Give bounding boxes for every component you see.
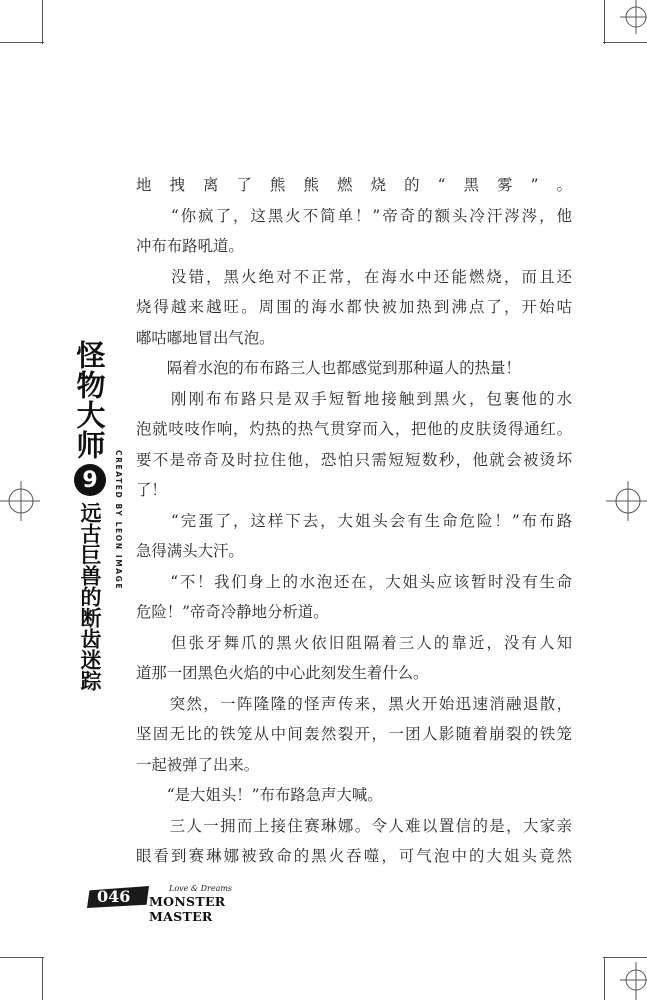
text-line: 嘟咕嘟地冒出气泡。 [136, 328, 275, 347]
book-subtitle: 远古巨兽的断齿迷踪 [78, 502, 102, 691]
text-line: 泡就吱吱作响，灼热的热气贯穿而入，把他的皮肤烫得通红。 [136, 420, 572, 438]
text-line: 地拽离了熊熊燃烧的“黑雾”。 [136, 176, 572, 194]
registration-mark-bottom-right [610, 962, 647, 1000]
registration-mark-left [0, 476, 40, 526]
series-title [68, 340, 112, 691]
crop-mark-top-left-h [0, 42, 44, 43]
text-line: 急得满头大汗。 [136, 542, 244, 560]
text-line: 三人一拥而上接住赛琳娜。令人难以置信的是，大家亲 [136, 816, 572, 835]
text-line: 冲布布路吼道。 [136, 237, 244, 255]
text-line: 但张牙舞爪的黑火依旧阻隔着三人的靠近，没有人知 [136, 633, 572, 652]
crop-mark-bottom-left-h [0, 957, 44, 958]
text-line: 一起被弹了出来。 [136, 755, 260, 774]
crop-mark-bottom-left-v [42, 957, 43, 1000]
text-line: “是大姐头！”布布路急声大喊。 [136, 786, 383, 804]
creator-credit: CREATED BY LEON IMAGE [114, 450, 123, 591]
text-line: 坚固无比的铁笼从中间轰然裂开，一团人影随着崩裂的铁笼 [136, 725, 572, 743]
text-line: 刚刚布布路只是双手短暂地接触到黑火，包裹他的水 [136, 389, 572, 408]
crop-mark-top-right-h [603, 42, 647, 43]
page-number: 046 [97, 887, 131, 906]
text-line: “不！我们身上的水泡还在，大姐头应该暂时没有生命 [136, 572, 572, 591]
text-line: 烧得越来越旺。周围的海水都快被加热到沸点了，开始咕 [136, 298, 572, 316]
text-line: 突然，一阵隆隆的怪声传来，黑火开始迅速消融退散， [136, 694, 572, 713]
crop-mark-top-right-v [604, 0, 605, 44]
footer-brand-logo: MONSTER MASTER [149, 894, 226, 924]
registration-mark-right [606, 476, 647, 526]
page-footer [87, 884, 262, 924]
text-line: 眼看到赛琳娜被致命的黑火吞噬，可气泡中的大姐头竟然 [136, 847, 572, 865]
crop-mark-bottom-right-v [604, 957, 605, 1000]
text-line: “完蛋了，这样下去，大姐头会有生命危险！”布布路 [136, 511, 572, 530]
text-line: 没错，黑火绝对不正常，在海水中还能燃烧，而且还 [136, 267, 572, 286]
footer-tagline: Love & Dreams [169, 884, 233, 893]
body-text [136, 170, 572, 872]
text-line: “你疯了，这黑火不简单！”帝奇的额头冷汗涔涔，他 [136, 206, 572, 225]
text-line: 隔着水泡的布布路三人也都感觉到那种逼人的热量！ [136, 359, 521, 377]
text-line: 了！ [136, 481, 167, 499]
crop-mark-top-left-v [42, 0, 43, 44]
crop-mark-bottom-right-h [603, 957, 647, 958]
text-line: 道那一团黑色火焰的中心此刻发生着什么。 [136, 664, 429, 682]
text-line: 要不是帝奇及时拉住他，恐怕只需短短数秒，他就会被烫坏 [136, 450, 572, 469]
volume-number-badge: 9 [74, 464, 106, 496]
text-line: 危险！”帝奇冷静地分析道。 [136, 603, 329, 621]
registration-mark-top-right [610, 0, 647, 34]
series-main-title: 怪物大师 [72, 340, 107, 460]
